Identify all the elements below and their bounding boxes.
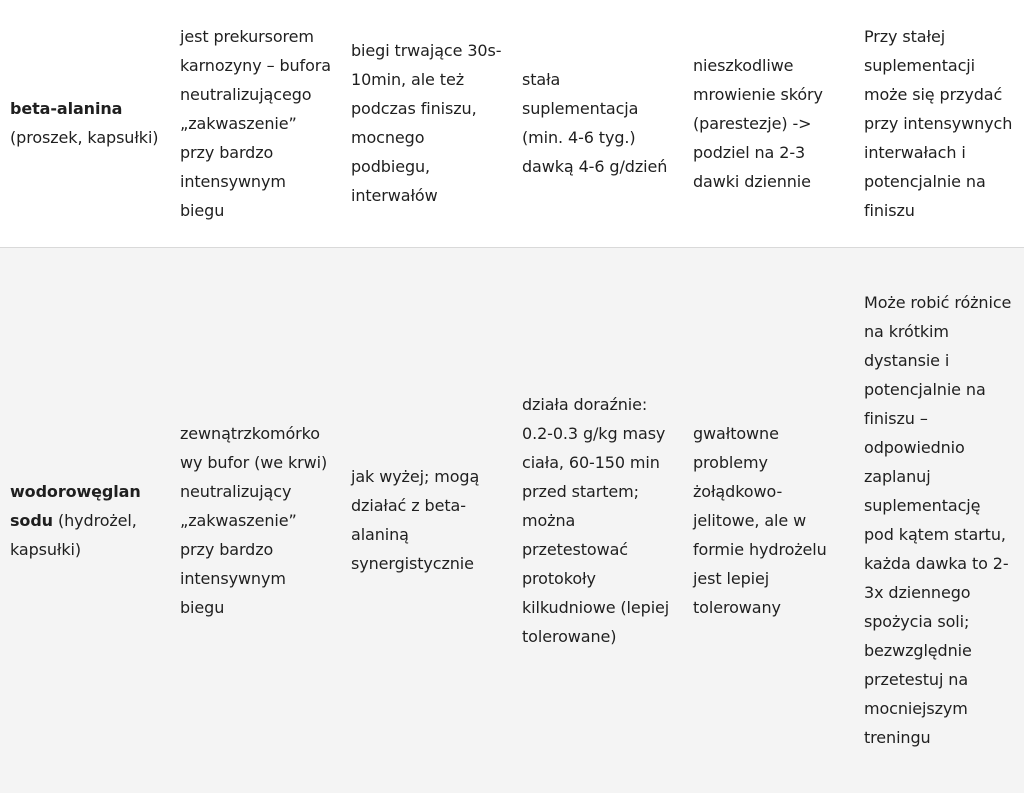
notes-cell: Może robić różnice na krótkim dystansie i potencjalnie na finiszu – odpowiednio zaplanuj suplementację pod kątem startu, każda dawka to 2-3x dziennego spożycia soli; bezwzględnie przetestuj na mocniejszym treningu	[854, 247, 1024, 793]
table-row	[0, 0, 1024, 247]
dosage-cell: działa doraźnie: 0.2-0.3 g/kg masy ciała, 60-150 min przed startem; można przetestować protokoły kilkudniowe (lepiej tolerowane)	[512, 247, 683, 793]
dosage-cell: stała suplementacja (min. 4-6 tyg.) dawką 4-6 g/dzień	[512, 0, 683, 247]
side-effects-cell: gwałtowne problemy żołądkowo-jelitowe, ale w formie hydrożelu jest lepiej tolerowany	[683, 247, 854, 793]
usage-cell: biegi trwające 30s-10min, ale też podczas finiszu, mocnego podbiegu, interwałów	[341, 0, 512, 247]
side-effects-cell: nieszkodliwe mrowienie skóry (parestezje) -> podziel na 2-3 dawki dziennie	[683, 0, 854, 247]
mechanism-cell: jest prekursorem karnozyny – bufora neutralizującego „zakwaszenie” przy bardzo intensywnym biegu	[170, 0, 341, 247]
usage-cell: jak wyżej; mogą działać z beta-alaniną synergistycznie	[341, 247, 512, 793]
mechanism-cell: zewnątrzkomórkowy bufor (we krwi) neutralizujący „zakwaszenie” przy bardzo intensywnym biegu	[170, 247, 341, 793]
supplement-form: (hydrożel, kapsułki)	[10, 510, 137, 559]
supplement-name: beta-alanina	[10, 99, 123, 119]
supplement-form: (proszek, kapsułki)	[10, 128, 159, 148]
supplement-name: wodorowęglan sodu	[10, 481, 141, 530]
supplement-name-cell	[0, 247, 170, 793]
table-row	[0, 247, 1024, 793]
supplement-name-cell	[0, 0, 170, 247]
notes-cell: Przy stałej suplementacji może się przydać przy intensywnych interwałach i potencjalnie na finiszu	[854, 0, 1024, 247]
